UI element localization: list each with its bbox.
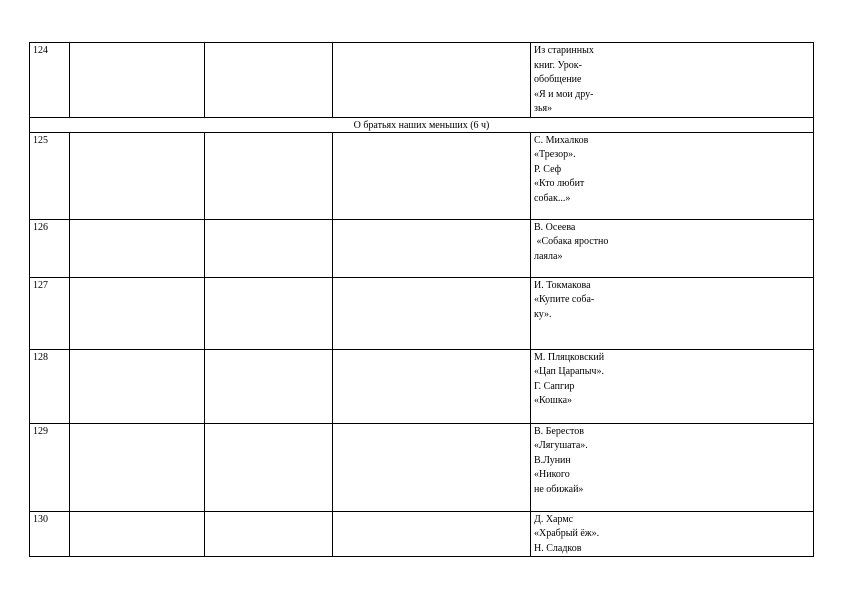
content-line: «Цап Царапыч». [534, 366, 604, 377]
empty-cell [70, 132, 205, 219]
content-line: В. Осеева [534, 221, 576, 233]
lesson-row [30, 511, 814, 557]
content-line: книг. Урок- [534, 59, 582, 71]
empty-cell [205, 423, 333, 511]
content-line: Д. Хармс [534, 513, 574, 525]
section-title: О братьях наших меньших (6 ч) [30, 117, 814, 132]
empty-cell [205, 219, 333, 277]
lesson-content [531, 43, 814, 118]
content-line: «Собака яростно [534, 236, 609, 247]
lesson-content [531, 132, 814, 219]
empty-cell [333, 132, 531, 219]
content-line: зья» [534, 103, 553, 114]
empty-cell [333, 423, 531, 511]
empty-cell [70, 43, 205, 118]
lesson-row [30, 43, 814, 118]
content-line: «Никого [534, 469, 570, 480]
content-line: М. Пляцковский [534, 351, 605, 363]
content-line: Г. Сапгир [534, 380, 575, 392]
empty-cell [70, 277, 205, 349]
content-line: не обижай» [534, 483, 584, 495]
content-line: Из старинных [534, 45, 594, 56]
lesson-row [30, 219, 814, 277]
content-line: С. Михалков [534, 134, 589, 146]
content-line: собак...» [534, 192, 571, 204]
content-line: «Кошка» [534, 395, 573, 406]
content-line: «Кто любит [534, 178, 585, 189]
empty-cell [70, 349, 205, 423]
content-line: ку». [534, 308, 552, 320]
empty-cell [333, 43, 531, 118]
content-line: В. Берестов [534, 425, 584, 437]
lesson-number: 126 [30, 219, 70, 277]
content-line: В.Лунин [534, 454, 571, 466]
table-body [30, 43, 814, 557]
content-line: «Купите соба- [534, 294, 595, 305]
lesson-row [30, 423, 814, 511]
lesson-row [30, 132, 814, 219]
content-line: «Храбрый ёж». [534, 528, 600, 539]
empty-cell [205, 43, 333, 118]
empty-cell [205, 349, 333, 423]
empty-cell [70, 423, 205, 511]
lesson-plan-table [29, 42, 814, 557]
lesson-content [531, 277, 814, 349]
empty-cell [205, 277, 333, 349]
content-line: «Лягушата». [534, 440, 588, 451]
content-line: лаяла» [534, 250, 563, 262]
lesson-number: 124 [30, 43, 70, 118]
section-header-row [30, 117, 814, 132]
content-line: Н. Сладков [534, 542, 582, 554]
content-line: обобщение [534, 74, 582, 85]
lesson-number: 128 [30, 349, 70, 423]
empty-cell [333, 219, 531, 277]
empty-cell [70, 511, 205, 557]
empty-cell [205, 511, 333, 557]
lesson-content [531, 349, 814, 423]
lesson-content [531, 423, 814, 511]
lesson-row [30, 277, 814, 349]
empty-cell [333, 277, 531, 349]
content-line: И. Токмакова [534, 279, 591, 291]
lesson-number: 127 [30, 277, 70, 349]
lesson-number: 125 [30, 132, 70, 219]
lesson-content [531, 219, 814, 277]
empty-cell [70, 219, 205, 277]
empty-cell [333, 511, 531, 557]
content-line: Р. Сеф [534, 163, 562, 175]
empty-cell [205, 132, 333, 219]
empty-cell [333, 349, 531, 423]
lesson-content [531, 511, 814, 557]
lesson-number: 129 [30, 423, 70, 511]
lesson-number: 130 [30, 511, 70, 557]
lesson-row [30, 349, 814, 423]
content-line: «Я и мои дру- [534, 88, 594, 100]
content-line: «Трезор». [534, 149, 576, 160]
